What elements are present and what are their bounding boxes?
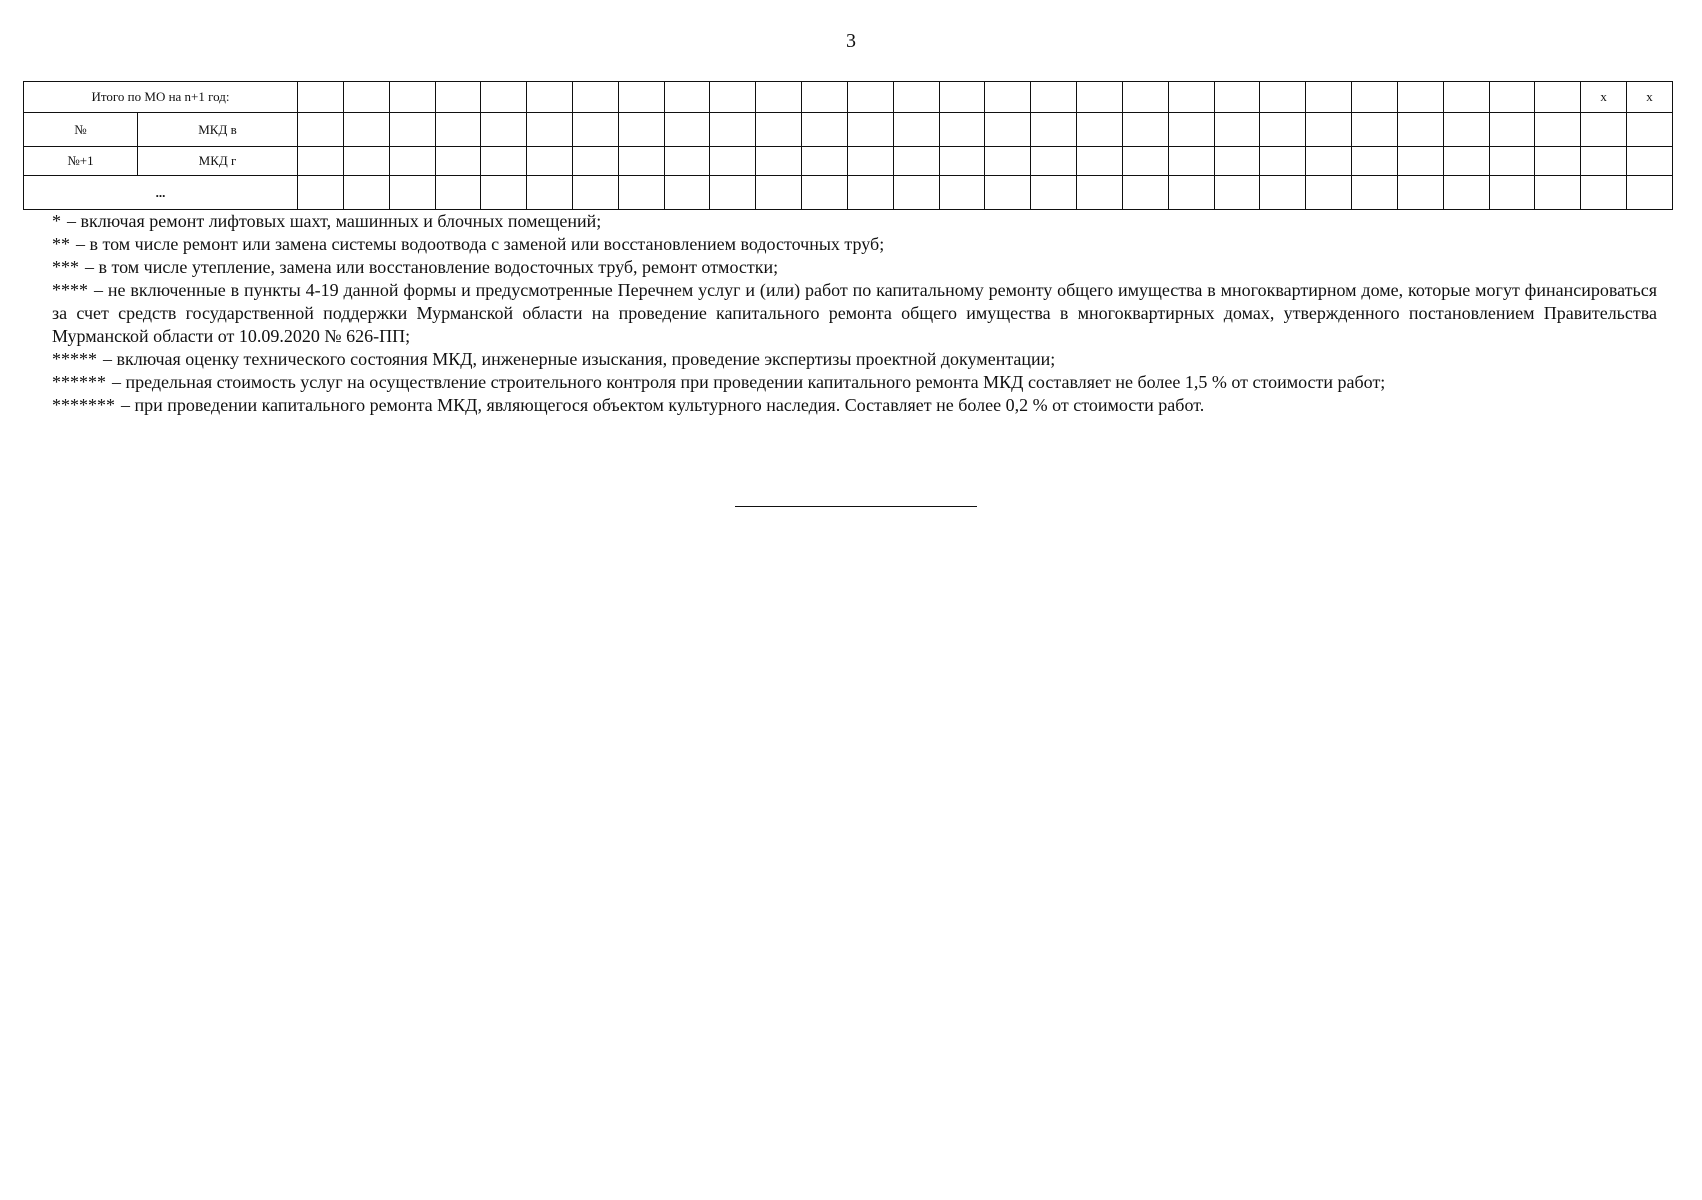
table-cell bbox=[1397, 147, 1443, 176]
footnote-text: – включая оценку технического состояния МКД, инженерные изыскания, проведение экспертизы проектной документации; bbox=[103, 349, 1056, 369]
table-cell bbox=[481, 113, 527, 147]
table-cell bbox=[1397, 82, 1443, 113]
table-cell bbox=[1214, 147, 1260, 176]
table-cell bbox=[893, 176, 939, 210]
table-cell bbox=[985, 113, 1031, 147]
table-cell bbox=[298, 113, 344, 147]
table-cell bbox=[618, 147, 664, 176]
table-cell bbox=[1031, 113, 1077, 147]
table-cell bbox=[1397, 176, 1443, 210]
table-cell bbox=[939, 113, 985, 147]
table-cell bbox=[1077, 176, 1123, 210]
table-cell bbox=[343, 82, 389, 113]
table-cell bbox=[802, 176, 848, 210]
table-cell bbox=[389, 113, 435, 147]
footnote-text: – в том числе ремонт или замена системы водоотвода с заменой или восстановлением водосточных труб; bbox=[76, 234, 885, 254]
table-cell bbox=[1627, 113, 1673, 147]
table-cell bbox=[618, 82, 664, 113]
table-cell bbox=[572, 176, 618, 210]
table-cell bbox=[1260, 82, 1306, 113]
table-row bbox=[24, 82, 1673, 113]
table-cell bbox=[1260, 176, 1306, 210]
footnote bbox=[52, 348, 1657, 371]
table-cell bbox=[1535, 82, 1581, 113]
table-cell bbox=[802, 82, 848, 113]
table-cell bbox=[756, 113, 802, 147]
footnote-mark: ***** bbox=[52, 349, 97, 369]
table-cell bbox=[1306, 147, 1352, 176]
table-cell bbox=[1443, 176, 1489, 210]
footnote bbox=[52, 256, 1657, 279]
table-cell bbox=[435, 113, 481, 147]
table-cell bbox=[1122, 82, 1168, 113]
table-cell bbox=[1489, 113, 1535, 147]
table-cell bbox=[1535, 147, 1581, 176]
table-row bbox=[24, 176, 1673, 210]
footnote-mark: ** bbox=[52, 234, 70, 254]
footnote-mark: * bbox=[52, 211, 61, 231]
table-cell bbox=[847, 176, 893, 210]
table-cell bbox=[893, 113, 939, 147]
table-cell bbox=[1214, 176, 1260, 210]
table-cell bbox=[1397, 113, 1443, 147]
table-cell bbox=[985, 82, 1031, 113]
table-cell bbox=[939, 147, 985, 176]
page-number: 3 bbox=[846, 30, 856, 52]
table-cell bbox=[893, 82, 939, 113]
table-cell bbox=[298, 82, 344, 113]
table-cell bbox=[847, 147, 893, 176]
table-cell bbox=[1168, 113, 1214, 147]
footnote-mark: ******* bbox=[52, 395, 115, 415]
table-cell bbox=[1489, 147, 1535, 176]
table-cell bbox=[1581, 147, 1627, 176]
summary-table-wrapper bbox=[23, 81, 1672, 210]
table-cell bbox=[1535, 176, 1581, 210]
table-cell bbox=[527, 82, 573, 113]
table-cell bbox=[1077, 82, 1123, 113]
table-cell: x bbox=[1581, 82, 1627, 113]
table-cell bbox=[1168, 82, 1214, 113]
table-cell bbox=[1031, 82, 1077, 113]
footnote bbox=[52, 279, 1657, 348]
table-cell bbox=[527, 147, 573, 176]
table-cell bbox=[1031, 176, 1077, 210]
table-cell bbox=[1352, 82, 1398, 113]
footnote-text: – включая ремонт лифтовых шахт, машинных и блочных помещений; bbox=[67, 211, 602, 231]
table-cell bbox=[1535, 113, 1581, 147]
table-cell bbox=[847, 82, 893, 113]
table-cell bbox=[1168, 176, 1214, 210]
footnote-mark: ****** bbox=[52, 372, 106, 392]
table-cell bbox=[1443, 82, 1489, 113]
table-cell bbox=[893, 147, 939, 176]
table-cell bbox=[847, 113, 893, 147]
table-cell bbox=[481, 176, 527, 210]
row-number-cell: №+1 bbox=[24, 147, 138, 176]
total-row-label: Итого по МО на n+1 год: bbox=[24, 82, 298, 113]
table-cell bbox=[435, 147, 481, 176]
ellipsis-row-label: ... bbox=[24, 176, 298, 210]
table-cell bbox=[664, 82, 710, 113]
table-cell bbox=[435, 82, 481, 113]
summary-table bbox=[23, 81, 1673, 210]
table-cell bbox=[710, 82, 756, 113]
footnote-mark: **** bbox=[52, 280, 88, 300]
footnote bbox=[52, 394, 1657, 417]
footnote-text: – не включенные в пункты 4-19 данной формы и предусмотренные Перечнем услуг и (или) работ по капитальному ремонту общего имущества в многоквартирном доме, которые могут финансироваться за счет средств государственной поддержки Мурманской области на проведение капитального ремонта общего имущества в многоквартирных домах, утвержденного постановлением Правительства Мурманской области от 10.09.2020 № 626-ПП; bbox=[52, 280, 1657, 346]
table-cell bbox=[1627, 147, 1673, 176]
table-cell bbox=[343, 176, 389, 210]
table-cell bbox=[1214, 113, 1260, 147]
table-cell bbox=[1260, 147, 1306, 176]
table-cell bbox=[1581, 176, 1627, 210]
table-cell bbox=[1077, 113, 1123, 147]
table-cell bbox=[1443, 113, 1489, 147]
table-cell bbox=[1306, 113, 1352, 147]
table-cell bbox=[939, 82, 985, 113]
table-cell bbox=[1214, 82, 1260, 113]
table-cell bbox=[664, 113, 710, 147]
table-cell: x bbox=[1627, 82, 1673, 113]
table-cell bbox=[389, 82, 435, 113]
table-cell bbox=[1489, 176, 1535, 210]
table-cell bbox=[572, 82, 618, 113]
footnote-text: – при проведении капитального ремонта МКД, являющегося объектом культурного наследия. Составляет не более 0,2 % от стоимости работ. bbox=[121, 395, 1205, 415]
table-cell bbox=[527, 176, 573, 210]
table-cell bbox=[481, 82, 527, 113]
table-cell bbox=[435, 176, 481, 210]
building-name-cell: МКД в bbox=[138, 113, 298, 147]
table-cell bbox=[1168, 147, 1214, 176]
table-cell bbox=[664, 147, 710, 176]
table-cell bbox=[1306, 82, 1352, 113]
table-cell bbox=[1352, 147, 1398, 176]
footnote-text: – предельная стоимость услуг на осуществление строительного контроля при проведении капитального ремонта МКД составляет не более 1,5 % от стоимости работ; bbox=[112, 372, 1386, 392]
table-cell bbox=[710, 147, 756, 176]
table-cell bbox=[1122, 113, 1168, 147]
table-cell bbox=[1489, 82, 1535, 113]
table-cell bbox=[343, 113, 389, 147]
table-cell bbox=[298, 147, 344, 176]
table-cell bbox=[618, 176, 664, 210]
building-name-cell: МКД г bbox=[138, 147, 298, 176]
table-cell bbox=[1031, 147, 1077, 176]
table-cell bbox=[985, 147, 1031, 176]
table-cell bbox=[481, 147, 527, 176]
table-cell bbox=[343, 147, 389, 176]
table-cell bbox=[298, 176, 344, 210]
table-cell bbox=[939, 176, 985, 210]
table-cell bbox=[802, 113, 848, 147]
table-cell bbox=[1352, 176, 1398, 210]
table-cell bbox=[710, 113, 756, 147]
table-cell bbox=[1122, 147, 1168, 176]
table-cell bbox=[756, 176, 802, 210]
table-cell bbox=[985, 176, 1031, 210]
table-cell bbox=[1077, 147, 1123, 176]
footnote bbox=[52, 233, 1657, 256]
table-cell bbox=[572, 113, 618, 147]
table-cell bbox=[1260, 113, 1306, 147]
table-cell bbox=[756, 147, 802, 176]
row-number-cell: № bbox=[24, 113, 138, 147]
footnote bbox=[52, 371, 1657, 394]
table-cell bbox=[664, 176, 710, 210]
table-cell bbox=[572, 147, 618, 176]
end-divider-line bbox=[735, 506, 977, 507]
table-cell bbox=[710, 176, 756, 210]
footnote-text: – в том числе утепление, замена или восстановление водосточных труб, ремонт отмостки; bbox=[85, 257, 779, 277]
table-cell bbox=[1581, 113, 1627, 147]
table-row bbox=[24, 147, 1673, 176]
table-cell bbox=[618, 113, 664, 147]
table-cell bbox=[1443, 147, 1489, 176]
table-cell bbox=[1352, 113, 1398, 147]
table-cell bbox=[802, 147, 848, 176]
table-cell bbox=[527, 113, 573, 147]
table-cell bbox=[1306, 176, 1352, 210]
footnote bbox=[52, 210, 1657, 233]
footnote-mark: *** bbox=[52, 257, 79, 277]
table-row bbox=[24, 113, 1673, 147]
table-cell bbox=[389, 147, 435, 176]
table-cell bbox=[389, 176, 435, 210]
footnotes bbox=[52, 210, 1657, 417]
table-cell bbox=[1627, 176, 1673, 210]
table-cell bbox=[1122, 176, 1168, 210]
table-cell bbox=[756, 82, 802, 113]
